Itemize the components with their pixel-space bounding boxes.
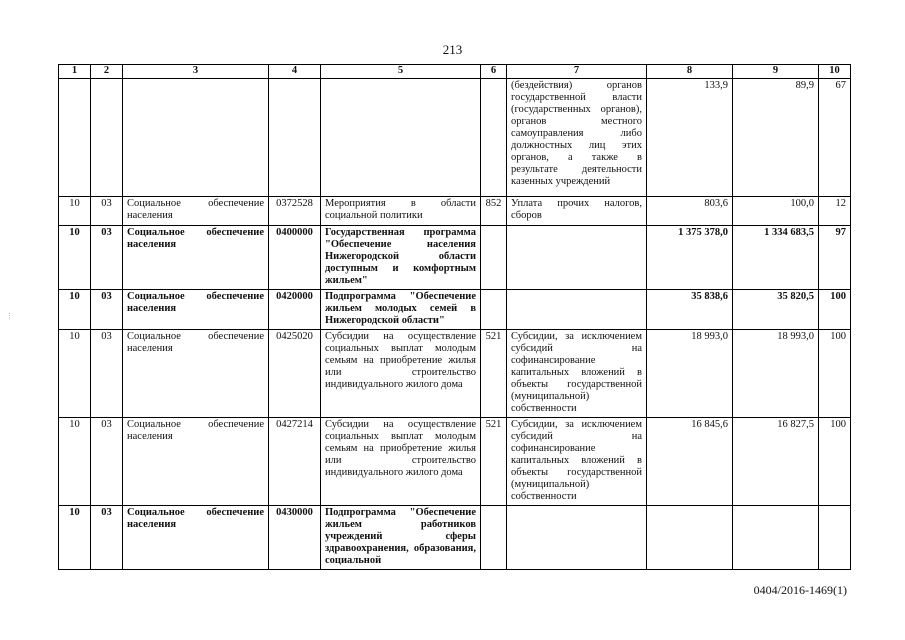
expense-type-code: 521 [481,330,507,418]
execution-percent: 100 [819,290,851,330]
column-header: 2 [91,65,123,79]
column-header: 9 [733,65,819,79]
subsection-code: 03 [91,330,123,418]
subsection-code: 03 [91,290,123,330]
section-name: Социальное обеспечение населения [123,418,269,506]
table-row [59,79,851,197]
target-article-name: Субсидии на осуществление социальных выплат молодым семьям на приобретение жилья или строительство индивидуального жилого дома [321,330,481,418]
planned-amount: 133,9 [647,79,733,197]
planned-amount: 16 845,6 [647,418,733,506]
actual-amount: 100,0 [733,197,819,226]
expense-type-name: Субсидии, за исключением субсидий на софинансирование капитальных вложений в объекты государственной (муниципальной) собственности [507,330,647,418]
target-article-name: Субсидии на осуществление социальных выплат молодым семьям на приобретение жилья или строительство индивидуального жилого дома [321,418,481,506]
expense-type-name [507,290,647,330]
target-article-name: Государственная программа "Обеспечение населения Нижегородской области доступным и комфортным жильем" [321,226,481,290]
section-code: 10 [59,226,91,290]
section-code: 10 [59,418,91,506]
target-article-code: 0425020 [269,330,321,418]
subsection-code: 03 [91,418,123,506]
section-name: Социальное обеспечение населения [123,330,269,418]
column-header: 10 [819,65,851,79]
expense-type-code [481,79,507,197]
expense-type-name: (бездействия) органов государственной власти (государственных органов), органов местного самоуправления либо должностных лиц этих органов, а также в результате деятельности казенных учреждений [507,79,647,197]
expense-type-code: 521 [481,418,507,506]
target-article-name: Подпрограмма "Обеспечение жильем работников учреждений сферы здравоохранения, образования, социальной [321,506,481,570]
section-name: Социальное обеспечение населения [123,290,269,330]
column-header: 5 [321,65,481,79]
target-article-name: Подпрограмма "Обеспечение жильем молодых семей в Нижегородской области" [321,290,481,330]
actual-amount: 89,9 [733,79,819,197]
actual-amount [733,506,819,570]
section-code: 10 [59,197,91,226]
page-number: 213 [442,42,463,57]
expense-type-name [507,506,647,570]
column-header: 8 [647,65,733,79]
execution-percent [819,506,851,570]
section-code: 10 [59,506,91,570]
table-row [59,226,851,290]
table-row [59,418,851,506]
expense-type-code [481,290,507,330]
execution-percent: 67 [819,79,851,197]
section-code [59,79,91,197]
subsection-code: 03 [91,506,123,570]
planned-amount: 35 838,6 [647,290,733,330]
actual-amount: 1 334 683,5 [733,226,819,290]
execution-percent: 12 [819,197,851,226]
target-article-code: 0372528 [269,197,321,226]
target-article-name [321,79,481,197]
target-article-name: Мероприятия в области социальной политики [321,197,481,226]
expense-type-code: 852 [481,197,507,226]
execution-percent: 100 [819,418,851,506]
section-code: 10 [59,330,91,418]
expense-type-name: Уплата прочих налогов, сборов [507,197,647,226]
execution-percent: 100 [819,330,851,418]
planned-amount [647,506,733,570]
header-row [59,65,851,79]
table-row [59,290,851,330]
document-id: 0404/2016-1469(1) [753,583,847,597]
planned-amount: 18 993,0 [647,330,733,418]
actual-amount: 35 820,5 [733,290,819,330]
budget-table [58,64,851,570]
column-header: 4 [269,65,321,79]
target-article-code [269,79,321,197]
column-header: 7 [507,65,647,79]
expense-type-code [481,506,507,570]
table-row [59,506,851,570]
expense-type-name [507,226,647,290]
table-row [59,330,851,418]
column-header: 3 [123,65,269,79]
subsection-code: 03 [91,197,123,226]
subsection-code [91,79,123,197]
section-code: 10 [59,290,91,330]
section-name [123,79,269,197]
section-name: Социальное обеспечение населения [123,197,269,226]
actual-amount: 16 827,5 [733,418,819,506]
planned-amount: 803,6 [647,197,733,226]
column-header: 6 [481,65,507,79]
column-header: 1 [59,65,91,79]
expense-type-name: Субсидии, за исключением субсидий на софинансирование капитальных вложений в объекты государственной (муниципальной) собственности [507,418,647,506]
target-article-code: 0400000 [269,226,321,290]
target-article-code: 0430000 [269,506,321,570]
section-name: Социальное обеспечение населения [123,506,269,570]
planned-amount: 1 375 378,0 [647,226,733,290]
margin-mark: ⋮ [6,312,13,320]
subsection-code: 03 [91,226,123,290]
actual-amount: 18 993,0 [733,330,819,418]
target-article-code: 0420000 [269,290,321,330]
target-article-code: 0427214 [269,418,321,506]
table-row [59,197,851,226]
expense-type-code [481,226,507,290]
execution-percent: 97 [819,226,851,290]
section-name: Социальное обеспечение населения [123,226,269,290]
